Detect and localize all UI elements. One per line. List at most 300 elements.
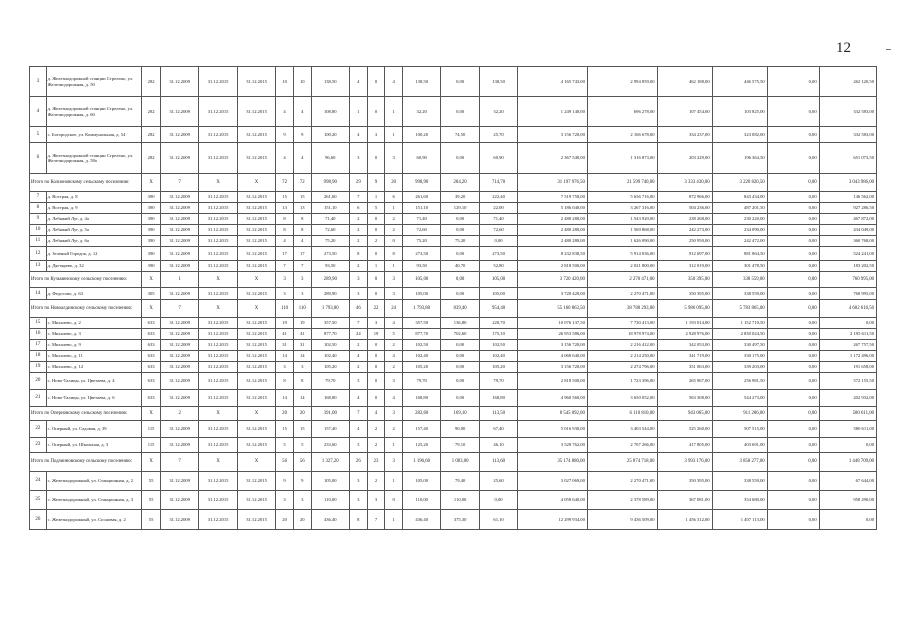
table-cell: 14 xyxy=(293,390,311,407)
table-cell: 633 xyxy=(142,373,161,390)
table-cell: 390 xyxy=(142,247,161,261)
table-cell: с. Михалево, д. 12 xyxy=(46,362,142,373)
table-cell: 633 xyxy=(142,362,161,373)
table-cell: 2 216 412,00 xyxy=(587,340,657,351)
table-cell: 7 xyxy=(293,261,311,272)
table-cell: 138,50 xyxy=(479,67,517,97)
table-cell: 31.12.2015 xyxy=(199,390,237,407)
table-cell: д. Зеленый Городок, д. 12 xyxy=(46,247,142,261)
table-cell: 2 xyxy=(160,407,198,421)
table-cell: 0,00 xyxy=(767,329,819,340)
table-cell: 1 626 090,00 xyxy=(587,236,657,247)
table-cell: 22 xyxy=(367,300,385,318)
table-cell: 31.12.2009 xyxy=(160,127,198,143)
table-cell: 0,00 xyxy=(767,272,819,288)
table-cell: 0,00 xyxy=(441,390,479,407)
table-cell: 138,50 xyxy=(311,67,349,97)
table-cell: 312 019,00 xyxy=(657,261,712,272)
table-cell: 31.12.2015 xyxy=(237,288,275,300)
table-cell: 31.12.2015 xyxy=(237,261,275,272)
table-cell: 10 xyxy=(30,225,47,236)
table-cell: 31.12.2015 xyxy=(199,362,237,373)
table-cell: 75,20 xyxy=(441,236,479,247)
table-cell: 31.12.2015 xyxy=(237,192,275,203)
table-cell: 267 757,50 xyxy=(819,340,876,351)
table-cell: 31.12.2015 xyxy=(199,510,237,530)
table-row xyxy=(30,225,877,236)
table-cell: 1 543 920,00 xyxy=(587,214,657,225)
table-cell: 3 267 316,00 xyxy=(587,203,657,214)
table-cell: 1 569 868,00 xyxy=(587,225,657,236)
table-cell: 35 174 880,00 xyxy=(518,453,588,472)
table-cell: 4 xyxy=(276,236,294,247)
table-row xyxy=(30,214,877,225)
table-cell: 31.12.2015 xyxy=(199,472,237,491)
table-cell: 168,80 xyxy=(402,390,440,407)
table-cell: 4 602 610,50 xyxy=(819,300,876,318)
table-cell: X xyxy=(237,272,275,288)
table-cell: 23 xyxy=(367,453,385,472)
table-cell: 31.12.2009 xyxy=(160,214,198,225)
table-cell: X xyxy=(199,407,237,421)
table-cell: 446 575,50 xyxy=(712,67,767,97)
table-cell: 169,10 xyxy=(441,407,479,421)
table-cell: 261,60 xyxy=(311,192,349,203)
table-cell: 60,90 xyxy=(479,143,517,174)
table-cell: 323 082,00 xyxy=(712,127,767,143)
table-cell: 507 515,00 xyxy=(712,421,767,438)
table-cell: 3 858 277,00 xyxy=(712,453,767,472)
table-cell: 4 xyxy=(385,390,403,407)
table-cell: 0,00 xyxy=(441,67,479,97)
table-cell: 31.12.2009 xyxy=(160,491,198,510)
table-cell: 11 xyxy=(30,236,47,247)
table-cell: X xyxy=(199,174,237,192)
table-cell: 22 xyxy=(30,421,47,438)
table-cell: 338 559,00 xyxy=(712,288,767,300)
table-cell: 61,10 xyxy=(479,510,517,530)
table-cell: 4 xyxy=(293,143,311,174)
table-cell: 2 xyxy=(350,261,368,272)
table-cell: 7 xyxy=(350,318,368,329)
table-cell: 105,20 xyxy=(402,362,440,373)
table-cell: 31.12.2009 xyxy=(160,97,198,127)
table-cell: 31.12.2009 xyxy=(160,340,198,351)
table-row xyxy=(30,288,877,300)
table-cell: 1 xyxy=(385,127,403,143)
table-cell: 10 xyxy=(293,67,311,97)
table-cell: 55 xyxy=(142,472,161,491)
table-cell: 26 xyxy=(30,510,47,530)
table-cell: 390 xyxy=(142,203,161,214)
table-cell: 100,20 xyxy=(311,127,349,143)
table-cell: 31.12.2015 xyxy=(237,318,275,329)
table-cell: 3 xyxy=(350,143,368,174)
table-cell: 1 316 873,00 xyxy=(587,143,657,174)
table-cell: 0,00 xyxy=(767,351,819,362)
table-cell: X xyxy=(237,174,275,192)
table-cell: 5 914 036,00 xyxy=(587,247,657,261)
table-cell: 242 472,00 xyxy=(712,236,767,247)
table-cell: 760 995,00 xyxy=(819,272,876,288)
table-cell: 7 xyxy=(160,453,198,472)
table-cell: 332 583,00 xyxy=(819,127,876,143)
table-cell: 12 299 934,00 xyxy=(518,510,588,530)
table-cell: 5 016 930,00 xyxy=(518,421,588,438)
table-cell: 4 165 743,00 xyxy=(518,67,588,97)
table-cell: 0,00 xyxy=(767,340,819,351)
table-cell: 3 xyxy=(350,272,368,288)
table-cell: 2 480 280,00 xyxy=(518,225,588,236)
table-cell: 29 xyxy=(350,174,368,192)
table-cell: с. Михалево, д. 3 xyxy=(46,329,142,340)
table-cell: 1 083,00 xyxy=(441,453,479,472)
table-cell: 3 xyxy=(276,362,294,373)
table-cell: с. Оперный, ул. Садовая, д. 39 xyxy=(46,421,142,438)
table-cell: 24 xyxy=(30,472,47,491)
table-cell: 2 214 250,00 xyxy=(587,351,657,362)
table-cell: 4 xyxy=(350,67,368,97)
table-cell: 31.12.2009 xyxy=(160,472,198,491)
table-cell: д. Вострая, д. 9 xyxy=(46,203,142,214)
table-cell: 3 xyxy=(385,373,403,390)
table-cell: 0 xyxy=(367,351,385,362)
table-cell: 71,40 xyxy=(311,214,349,225)
table-cell: X xyxy=(237,407,275,421)
table-cell: X xyxy=(142,453,161,472)
table-cell: 1 723 396,00 xyxy=(587,373,657,390)
table-cell: 115 xyxy=(142,421,161,438)
subtotal-row xyxy=(30,300,877,318)
table-cell: 338 559,00 xyxy=(712,272,767,288)
table-cell: Итого по Новоалдинскому сельскому поселению: xyxy=(30,300,142,318)
table-cell: 1 xyxy=(350,97,368,127)
table-cell: 31.12.2009 xyxy=(160,421,198,438)
table-cell: 2 270 471,00 xyxy=(587,288,657,300)
table-cell: 3 xyxy=(293,491,311,510)
table-cell: 113,50 xyxy=(479,407,517,421)
table-cell: 31.12.2009 xyxy=(160,438,198,453)
table-cell: 9 xyxy=(367,174,385,192)
table-cell: 1 793,80 xyxy=(311,300,349,318)
table-cell: д. Федосово, д. 63 xyxy=(46,288,142,300)
table-cell: 31.12.2009 xyxy=(160,288,198,300)
table-cell: Итого по Кузьминскому сельскому поселению: xyxy=(30,272,142,288)
table-cell: 0,00 xyxy=(767,318,819,329)
table-cell: 105,00 xyxy=(479,288,517,300)
table-cell: 7 519 758,00 xyxy=(518,192,588,203)
table-cell: 110,00 xyxy=(441,491,479,510)
table-cell: 2 xyxy=(350,340,368,351)
table-cell: 282 xyxy=(142,127,161,143)
table-cell: 20 xyxy=(293,407,311,421)
table-cell: 20 xyxy=(30,373,47,390)
table-cell: 23 xyxy=(30,438,47,453)
table-cell: 0,00 xyxy=(767,236,819,247)
table-cell: 242 273,00 xyxy=(657,225,712,236)
table-cell: 354 680,00 xyxy=(712,491,767,510)
table-cell: 31.12.2015 xyxy=(199,373,237,390)
table-cell: 0,00 xyxy=(441,362,479,373)
table-cell: 39,20 xyxy=(441,192,479,203)
table-cell: 14 xyxy=(293,351,311,362)
table-cell: 8 xyxy=(350,247,368,261)
table-cell: 250 950,00 xyxy=(657,236,712,247)
table-cell: 115 xyxy=(142,438,161,453)
table-cell: 3 xyxy=(385,288,403,300)
table-cell: 19 xyxy=(30,362,47,373)
table-cell: Итого по Оперновскому сельскому поселению: xyxy=(30,407,142,421)
table-cell: 8 xyxy=(293,214,311,225)
table-cell: 102,40 xyxy=(479,351,517,362)
table-cell: 651 073,50 xyxy=(819,143,876,174)
table-cell: 0 xyxy=(367,247,385,261)
table-cell: Итого по Колионовскому сельскому поселению: xyxy=(30,174,142,192)
table-cell: 8 xyxy=(350,510,368,530)
table-row xyxy=(30,373,877,390)
table-cell: 191 658,00 xyxy=(819,362,876,373)
table-cell: 2 707 266,00 xyxy=(587,438,657,453)
table-cell: 1 xyxy=(367,192,385,203)
table-cell: 7 xyxy=(367,510,385,530)
table-cell: 60,90 xyxy=(402,143,440,174)
table-row xyxy=(30,67,877,97)
table-cell: 146 562,00 xyxy=(819,192,876,203)
table-cell: 390 xyxy=(142,192,161,203)
table-cell: 105,00 xyxy=(479,272,517,288)
table-cell: с. Богородское, ул. Коммунальная, д. 54 xyxy=(46,127,142,143)
table-cell: 0,00 xyxy=(819,510,876,530)
table-cell: 0 xyxy=(385,491,403,510)
table-cell: 4 xyxy=(350,127,368,143)
table-cell: 31.12.2015 xyxy=(199,351,237,362)
table-cell: 3 xyxy=(367,318,385,329)
table-cell: 1 xyxy=(385,472,403,491)
table-cell: 4 xyxy=(385,67,403,97)
table-cell: 110,00 xyxy=(402,491,440,510)
table-cell: 71,40 xyxy=(479,214,517,225)
table-row xyxy=(30,390,877,407)
table-cell: 105,00 xyxy=(402,272,440,288)
table-cell: 31.12.2009 xyxy=(160,510,198,530)
table-cell: 125,20 xyxy=(402,438,440,453)
table-cell: 0,00 xyxy=(767,390,819,407)
table-cell: 22,00 xyxy=(479,203,517,214)
table-cell: 1 xyxy=(385,510,403,530)
table-cell: 0 xyxy=(367,362,385,373)
table-cell: с. Ново-Талицы, ул. Цветаева, д. 6 xyxy=(46,390,142,407)
table-cell: 3 xyxy=(350,491,368,510)
table-cell: 12 xyxy=(30,247,47,261)
table-cell: 72,60 xyxy=(402,225,440,236)
table-cell: 31.12.2015 xyxy=(199,491,237,510)
table-cell: 504 236,00 xyxy=(657,203,712,214)
table-cell: X xyxy=(199,300,237,318)
subtotal-row xyxy=(30,453,877,472)
table-cell: 391,00 xyxy=(311,407,349,421)
table-row xyxy=(30,510,877,530)
table-cell: 0,00 xyxy=(767,288,819,300)
table-cell: 839,40 xyxy=(441,300,479,318)
table-cell: 136,80 xyxy=(441,318,479,329)
table-cell: 31.12.2009 xyxy=(160,390,198,407)
table-cell: 1 xyxy=(385,261,403,272)
table-cell: 2 367 540,00 xyxy=(518,143,588,174)
table-cell: 10 xyxy=(276,67,294,97)
table-cell: 31.12.2015 xyxy=(199,143,237,174)
table-cell: 31.12.2009 xyxy=(160,373,198,390)
table-cell: 2 xyxy=(385,214,403,225)
table-cell: 3 xyxy=(30,67,47,97)
table-cell: 31.12.2009 xyxy=(160,329,198,340)
table-cell: 580 611,00 xyxy=(819,407,876,421)
table-cell: 3 xyxy=(293,288,311,300)
table-cell: 0 xyxy=(367,143,385,174)
table-cell: 2 994 859,00 xyxy=(587,67,657,97)
table-cell: 1 448 709,00 xyxy=(819,453,876,472)
table-cell: с. Михалево, д. 2 xyxy=(46,318,142,329)
table-cell: 2 xyxy=(367,438,385,453)
table-cell: 31 197 976,50 xyxy=(518,174,588,192)
table-cell: 0 xyxy=(367,373,385,390)
table-cell: 19 xyxy=(293,318,311,329)
table-cell: 20 xyxy=(385,174,403,192)
table-cell: 31.12.2015 xyxy=(199,261,237,272)
table-cell: 5 xyxy=(293,438,311,453)
table-cell: 2 021 800,00 xyxy=(587,261,657,272)
table-cell: 2 xyxy=(385,362,403,373)
table-cell: 1 249 140,00 xyxy=(518,97,588,127)
table-cell: 2 xyxy=(350,214,368,225)
subtotal-row xyxy=(30,174,877,192)
table-cell: 0,00 xyxy=(767,362,819,373)
table-cell: 31.12.2015 xyxy=(237,329,275,340)
table-cell: 544 273,00 xyxy=(712,390,767,407)
table-cell: 31.12.2015 xyxy=(237,127,275,143)
table-body xyxy=(30,67,877,530)
table-cell: 265 967,00 xyxy=(657,373,712,390)
table-cell: 0,00 xyxy=(767,300,819,318)
table-cell: 633 xyxy=(142,340,161,351)
table-cell: 1 193 014,00 xyxy=(657,318,712,329)
table-cell: 357,50 xyxy=(311,318,349,329)
table-cell: 8 xyxy=(276,214,294,225)
table-cell: д. Лебяжий Луг, д. 4а xyxy=(46,214,142,225)
table-cell: 26 xyxy=(350,453,368,472)
table-cell: 3 xyxy=(385,453,403,472)
table-cell: 151,10 xyxy=(402,203,440,214)
table-cell: 238 268,00 xyxy=(657,214,712,225)
table-cell: 31.12.2015 xyxy=(199,421,237,438)
table-cell: д. Железнодорожной станции Стрелено, ул. Железнодорожная, д. 60 xyxy=(46,97,142,127)
table-cell: 357,50 xyxy=(402,318,440,329)
table-cell: 0 xyxy=(367,272,385,288)
table-cell: 79,70 xyxy=(479,373,517,390)
table-cell: 3 xyxy=(350,373,368,390)
table-cell: 74,50 xyxy=(441,127,479,143)
table-cell: 0 xyxy=(367,225,385,236)
table-cell: д. Вострая, д. 8 xyxy=(46,192,142,203)
table-row xyxy=(30,247,877,261)
table-cell: 256 981,50 xyxy=(712,373,767,390)
table-cell: 31.12.2015 xyxy=(199,288,237,300)
table-cell: 1 327,20 xyxy=(311,453,349,472)
table-cell: 927 286,50 xyxy=(819,203,876,214)
table-cell: 8 232 838,50 xyxy=(518,247,588,261)
table-cell: 4 xyxy=(385,351,403,362)
table-cell: 339 203,00 xyxy=(712,362,767,373)
table-cell: 350 395,00 xyxy=(657,472,712,491)
table-cell: 702,60 xyxy=(441,329,479,340)
table-cell: 2 195 611,50 xyxy=(819,329,876,340)
table-cell: 31.12.2009 xyxy=(160,143,198,174)
table-cell: 0 xyxy=(367,390,385,407)
table-cell: 3 156 720,00 xyxy=(518,127,588,143)
table-cell: 196 364,50 xyxy=(712,143,767,174)
table-cell: 843 434,00 xyxy=(712,192,767,203)
table-cell: 3 xyxy=(276,288,294,300)
table-cell: 31.12.2015 xyxy=(199,236,237,247)
table-cell: 100,20 xyxy=(402,127,440,143)
table-cell: 2 830 024,50 xyxy=(712,329,767,340)
table-cell: 3 993 176,00 xyxy=(657,453,712,472)
table-cell: 46 xyxy=(350,300,368,318)
table-cell: 417 805,00 xyxy=(657,438,712,453)
table-cell: 954,40 xyxy=(479,300,517,318)
table-cell: 0,00 xyxy=(441,214,479,225)
table-cell: 2 818 500,00 xyxy=(518,261,588,272)
table-cell: 31 xyxy=(293,340,311,351)
table-cell: 102,50 xyxy=(479,340,517,351)
table-cell: 31.12.2015 xyxy=(199,203,237,214)
table-cell: 105,20 xyxy=(311,362,349,373)
table-cell: 15 xyxy=(293,192,311,203)
table-cell: 8 545 092,00 xyxy=(518,407,588,421)
table-cell: 4 960 560,00 xyxy=(518,390,588,407)
table-cell: 375,30 xyxy=(441,510,479,530)
table-cell: 222,40 xyxy=(479,192,517,203)
table-cell: 1 196,60 xyxy=(402,453,440,472)
table-cell: 31.12.2015 xyxy=(237,472,275,491)
table-cell: 31.12.2015 xyxy=(237,67,275,97)
table-cell: 203 229,00 xyxy=(657,143,712,174)
table-cell: X xyxy=(142,272,161,288)
table-cell: 284,20 xyxy=(441,174,479,192)
table-row xyxy=(30,340,877,351)
table-cell: 633 xyxy=(142,390,161,407)
table-cell: 273,50 xyxy=(479,247,517,261)
table-cell: с. Железнодорожный, ул. Станционная, д. 2 xyxy=(46,472,142,491)
table-cell: 31.12.2015 xyxy=(199,438,237,453)
table-cell: 31.12.2015 xyxy=(199,247,237,261)
table-cell: 8 xyxy=(30,203,47,214)
table-cell: 93,50 xyxy=(402,261,440,272)
table-cell: 572 155,50 xyxy=(819,373,876,390)
table-cell: 202 932,00 xyxy=(819,390,876,407)
table-cell: 289,90 xyxy=(311,288,349,300)
table-cell: 9 xyxy=(293,472,311,491)
table-cell: 0,00 xyxy=(767,407,819,421)
table-cell: 31.12.2009 xyxy=(160,318,198,329)
table-cell: 220,70 xyxy=(479,318,517,329)
table-cell: 15 xyxy=(276,192,294,203)
table-cell: 5 986 095,00 xyxy=(657,300,712,318)
table-cell: д. Железнодорожной станции Стрелено, ул. Железнодорожная, д. 50 xyxy=(46,67,142,97)
table-cell: 8 xyxy=(293,373,311,390)
table-cell: 7 xyxy=(30,192,47,203)
table-cell: 13 xyxy=(293,203,311,214)
table-cell: 0,00 xyxy=(767,491,819,510)
